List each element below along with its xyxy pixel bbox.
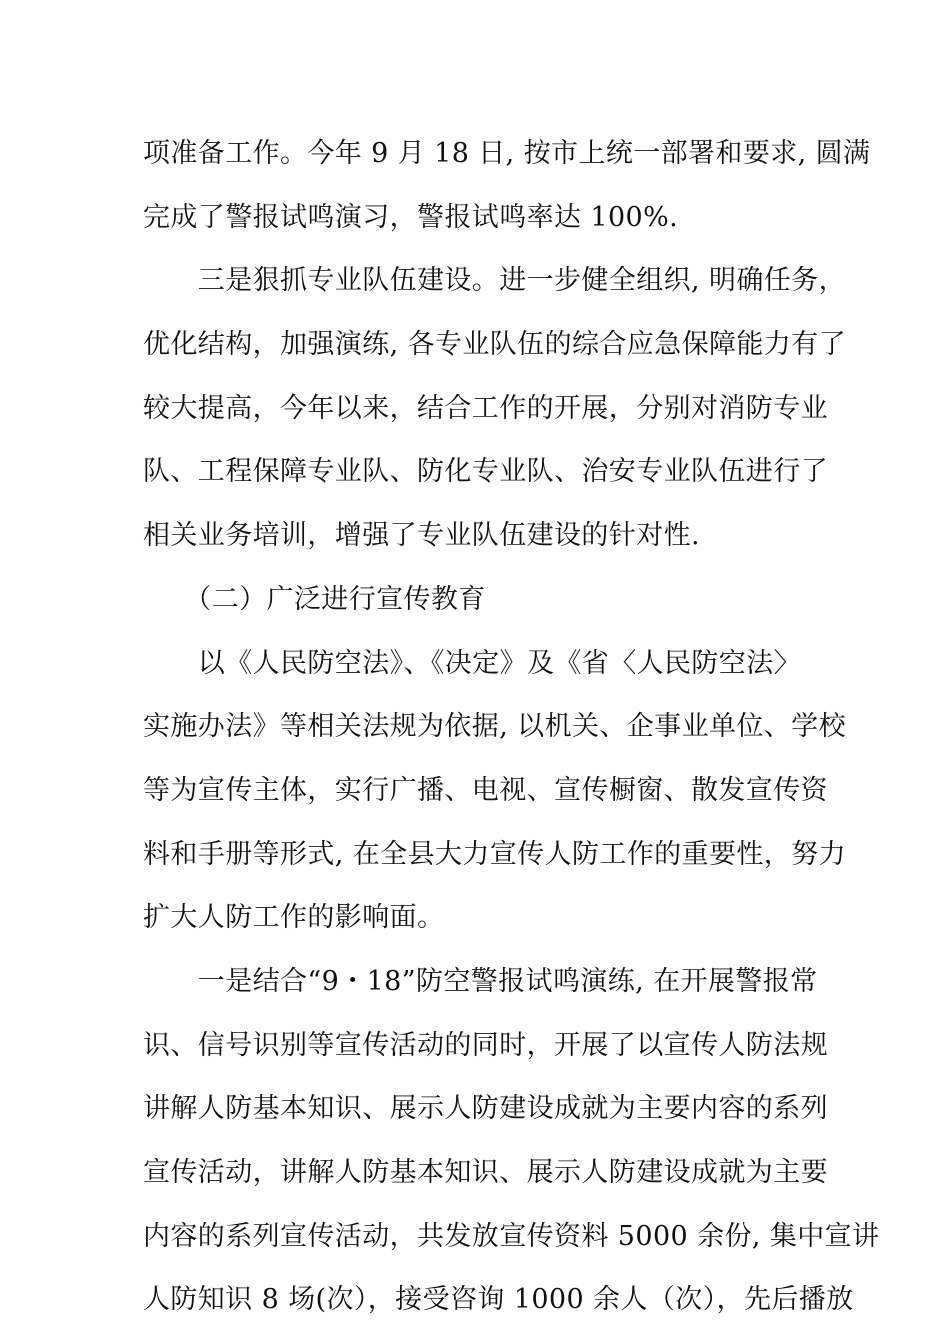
text-line-5: 较大提高，今年以来，结合工作的开展，分别对消防专业 <box>143 392 828 424</box>
text-line-18: 内容的系列宣传活动，共发放宣传资料 5000 余份, 集中宣讲 <box>143 1220 880 1252</box>
text-line-16: 讲解人防基本知识、展示人防建设成就为主要内容的系列 <box>143 1093 828 1125</box>
text-line-2: 完成了警报试鸣演习，警报试鸣率达 100%. <box>143 201 679 233</box>
text-line-10: 实施办法》等相关法规为依据, 以机关、企事业单位、学校 <box>143 711 846 743</box>
text-line-12: 料和手册等形式, 在全县大力宣传人防工作的重要性，努力 <box>143 838 846 870</box>
document-body <box>143 122 880 1332</box>
text-line-1: 项准备工作。今年 9 月 18 日, 按市上统一部署和要求, 圆满 <box>143 138 871 169</box>
text-line-15: 识、信号识别等宣传活动的同时，开展了以宣传人防法规 <box>143 1029 828 1061</box>
text-line-14: 一是结合“9・18”防空警报试鸣演练, 在开展警报常 <box>143 965 818 997</box>
text-line-3: 三是狠抓专业队伍建设。进一步健全组织, 明确任务， <box>143 265 846 297</box>
section-heading: （二）广泛进行宣传教育 <box>143 583 486 615</box>
text-line-19: 人防知识 8 场(次），接受咨询 1000 余人（次），先后播放 <box>143 1284 854 1316</box>
text-line-9: 以《人民防空法》、《决定》及《省〈人民防空法〉 <box>143 647 801 679</box>
text-line-13: 扩大人防工作的影响面。 <box>143 902 445 934</box>
text-line-17: 宣传活动，讲解人防基本知识、展示人防建设成就为主要 <box>143 1157 828 1188</box>
text-line-7: 相关业务培训，增强了专业队伍建设的针对性. <box>143 520 700 552</box>
text-line-6: 队、工程保障专业队、防化专业队、治安专业队伍进行了 <box>143 456 828 488</box>
text-line-4: 优化结构，加强演练, 各专业队伍的综合应急保障能力有了 <box>143 329 846 361</box>
text-line-11: 等为宣传主体，实行广播、电视、宣传橱窗、散发宣传资 <box>143 774 828 806</box>
